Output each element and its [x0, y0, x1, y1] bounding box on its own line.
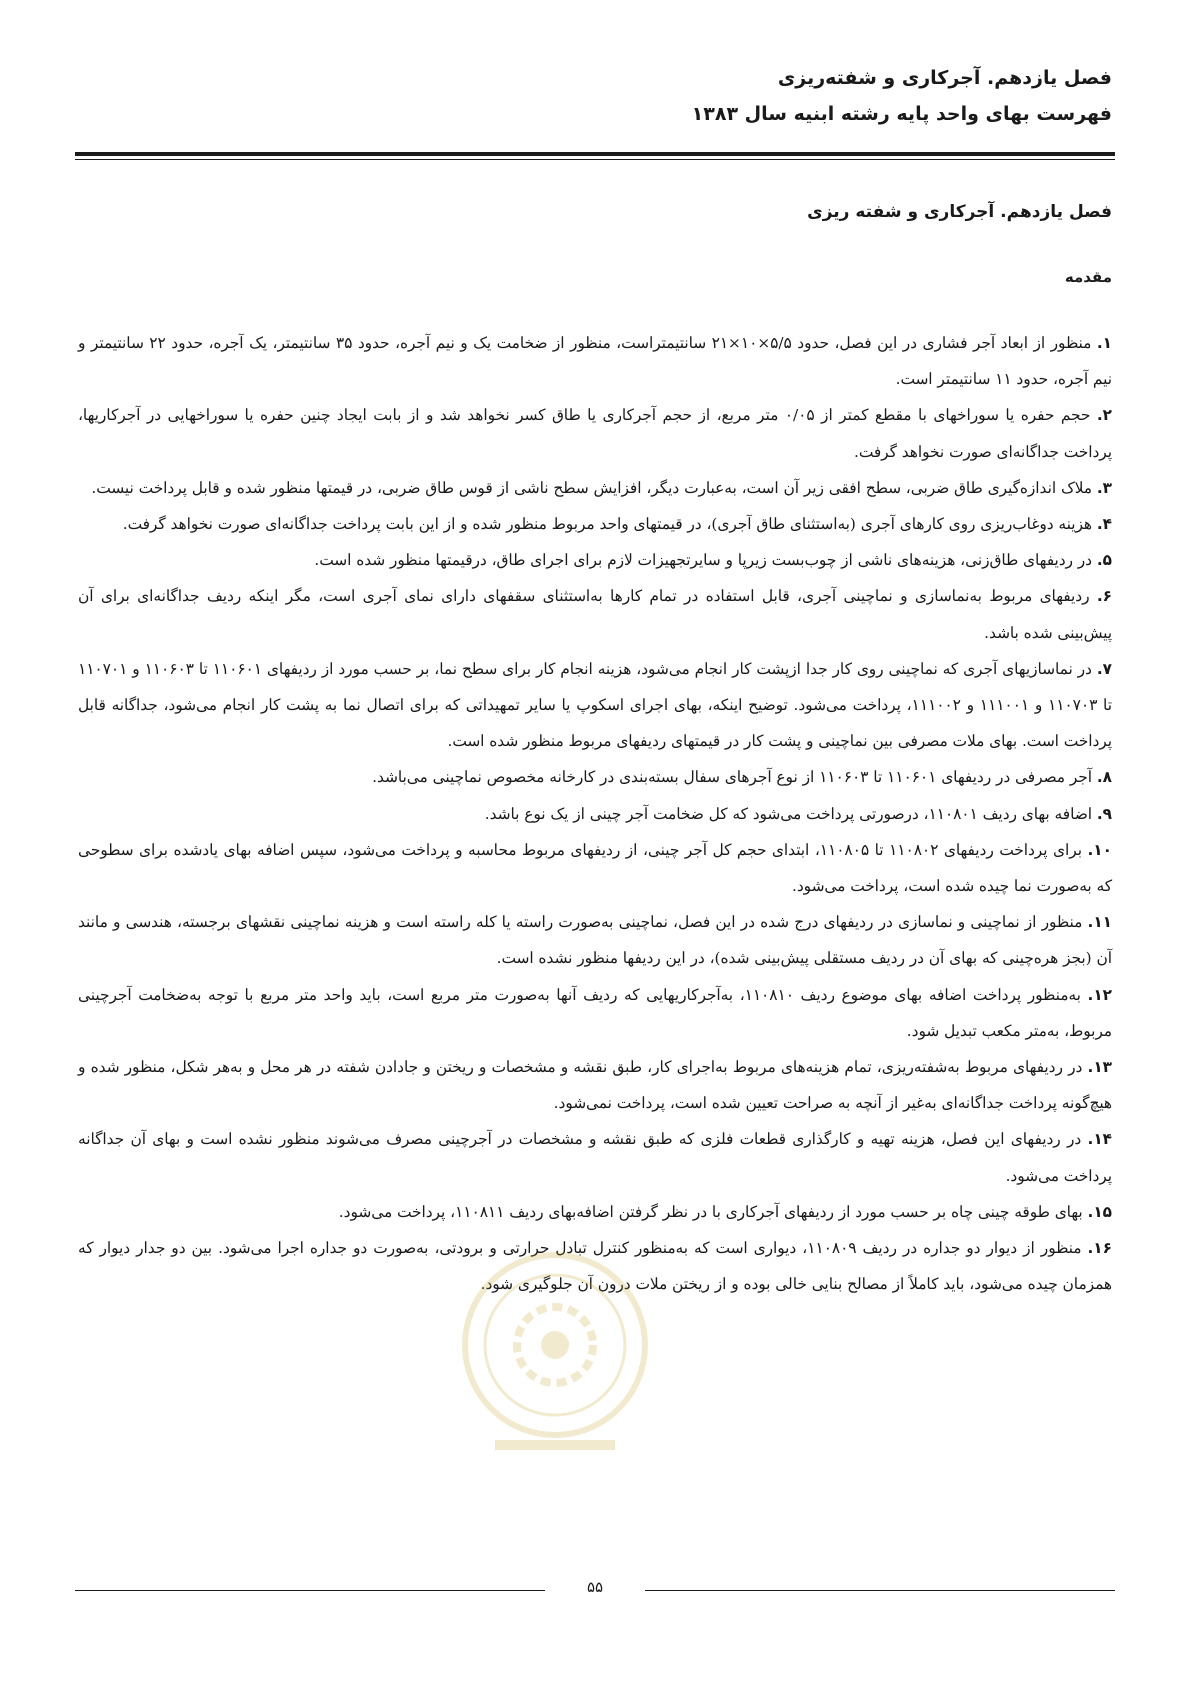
- page-number: ۵۵: [586, 1578, 604, 1596]
- watermark-seal-icon: [455, 1235, 655, 1495]
- paragraph-number: ۲.: [1096, 406, 1113, 425]
- paragraph-text: برای پرداخت ردیفهای ۱۱۰۸۰۲ تا ۱۱۰۸۰۵، ابتدای حجم کل آجر چینی، از ردیفهای مربوط محاسبه و پرداخت می‌شود، سپس اضافه بهای یادشده برای سطوحی که به‌صورت نما چیده شده است، پرداخت می‌شود.: [78, 840, 1112, 896]
- header-rule-thick: [75, 152, 1115, 156]
- paragraph-item: [78, 796, 1112, 832]
- paragraph-item: [78, 1121, 1112, 1193]
- paragraph-number: ۱۵.: [1087, 1202, 1112, 1221]
- page-footer: [75, 1578, 1115, 1598]
- footer-rule-right: [645, 1590, 1115, 1591]
- paragraph-number: ۴.: [1096, 515, 1112, 534]
- paragraph-item: [78, 651, 1112, 760]
- paragraph-text: ردیفهای مربوط به‌نماسازی و نماچینی آجری، قابل استفاده در تمام کارها به‌استثنای سقفهای دارای نمای آجری است، مگر اینکه ردیف جداگانه‌ای برای آن پیش‌بینی شده باشد.: [78, 587, 1112, 642]
- paragraph-number: ۷.: [1096, 659, 1112, 678]
- paragraph-text: به‌منظور پرداخت اضافه بهای موضوع ردیف ۱۱۰۸۱۰، به‌آجرکاریهایی که ردیف آنها به‌صورت متر مربع است، باید واحد متر مربع با توجه به‌ضخامت آجرچینی مربوط، به‌متر مکعب تبدیل شود.: [78, 985, 1112, 1040]
- paragraph-number: ۱۳.: [1087, 1058, 1112, 1077]
- paragraph-number: ۳.: [1096, 478, 1112, 497]
- paragraph-text: اضافه بهای ردیف ۱۱۰۸۰۱، درصورتی پرداخت می‌شود که کل ضخامت آجر چینی از یک نوع باشد.: [484, 804, 1097, 823]
- paragraph-text: هزینه دوغاب‌ریزی روی کارهای آجری (به‌استثنای طاق آجری)، در قیمتهای واحد مربوط منظور شده و از این بابت پرداخت جداگانه‌ای صورت نخواهد گرفت.: [122, 515, 1097, 534]
- paragraph-text: ملاک اندازه‌گیری طاق ضربی، سطح افقی زیر آن است، به‌عبارت دیگر، افزایش سطح ناشی از قوس طاق ضربی، در قیمتها منظور شده و قابل پرداخت نیست.: [91, 478, 1097, 497]
- paragraph-number: ۱۰.: [1087, 840, 1112, 859]
- header-rule-thin: [75, 159, 1115, 160]
- paragraph-text: بهای طوقه چینی چاه بر حسب مورد از ردیفهای آجرکاری با در نظر گرفتن اضافه‌بهای ردیف ۱۱۰۸۱۱، پرداخت می‌شود.: [338, 1202, 1088, 1221]
- paragraph-text: منظور از ابعاد آجر فشاری در این فصل، حدود ۵/۵×۱۰×۲۱ سانتیمتراست، منظور از ضخامت یک و نیم آجره، حدود ۳۵ سانتیمتر، یک آجره، حدود ۲۲ سانتیمتر و نیم آجره، حدود ۱۱ سانتیمتر است.: [78, 334, 1112, 389]
- chapter-title: فصل یازدهم. آجرکاری و شفته ریزی: [807, 202, 1112, 222]
- section-title: مقدمه: [1064, 268, 1112, 286]
- header-book-title: فهرست بهای واحد پایه رشته ابنیه سال ۱۳۸۳: [691, 103, 1112, 125]
- body-text: [78, 325, 1112, 1302]
- paragraph-text: در ردیفهای طاق‌زنی، هزینه‌های ناشی از چوب‌بست زیرپا و سایرتجهیزات لازم برای اجرای طاق، درقیمتها منظور شده است.: [314, 551, 1097, 570]
- paragraph-number: ۱۴.: [1087, 1130, 1112, 1149]
- paragraph-item: [78, 397, 1112, 469]
- paragraph-number: ۵.: [1096, 551, 1112, 570]
- paragraph-number: ۱۲.: [1087, 985, 1112, 1004]
- paragraph-item: [78, 325, 1112, 397]
- paragraph-item: [78, 1194, 1112, 1230]
- paragraph-text: منظور از دیوار دو جداره در ردیف ۱۱۰۸۰۹، دیواری است که به‌منظور کنترل تبادل حرارتی و برودتی، به‌صورت دو جداره اجرا می‌شود. بین دو جدار دیوار که همزمان چیده می‌شود، باید کاملاً از مصالح بنایی خالی بوده و از ریختن ملات درون آن جلوگیری شود.: [78, 1239, 1112, 1294]
- running-header: [75, 60, 1112, 132]
- paragraph-item: [78, 1049, 1112, 1121]
- paragraph-number: ۱.: [1096, 334, 1112, 352]
- paragraph-number: ۹.: [1096, 804, 1112, 823]
- paragraph-text: منظور از نماچینی و نماسازی در ردیفهای درج شده در این فصل، نماچینی به‌صورت راسته یا کله راسته است و هزینه نماچینی نقشهای برجسته، هندسی و مانند آن (بجز هره‌چینی که بهای آن در ردیف مستقلی پیش‌بینی شده)، در این ردیفها منظور نشده است.: [78, 913, 1112, 968]
- paragraph-number: ۱۱.: [1087, 913, 1112, 932]
- paragraph-item: [78, 542, 1112, 578]
- header-chapter-title: فصل یازدهم. آجرکاری و شفته‌ریزی: [777, 67, 1112, 89]
- paragraph-number: ۸.: [1096, 768, 1112, 787]
- paragraph-item: [78, 904, 1112, 976]
- paragraph-item: [78, 578, 1112, 650]
- paragraph-item: [78, 832, 1112, 904]
- paragraph-number: ۶.: [1096, 587, 1112, 606]
- paragraph-item: [78, 470, 1112, 506]
- paragraph-number: ۱۶.: [1087, 1239, 1112, 1258]
- paragraph-item: [78, 977, 1112, 1049]
- paragraph-text: در ردیفهای این فصل، هزینه تهیه و کارگذاری قطعات فلزی که طبق نقشه و مشخصات در آجرچینی مصرف می‌شوند منظور نشده است و بهای آن جداگانه پرداخت می‌شود.: [78, 1130, 1112, 1185]
- paragraph-text: حجم حفره یا سوراخهای با مقطع کمتر از ۰/۰۵ متر مربع، از حجم آجرکاری یا طاق کسر نخواهد شد و از بابت ایجاد چنین حفره یا سوراخهایی در آجرکاریها، پرداخت جداگانه‌ای صورت نخواهد گرفت.: [78, 406, 1112, 461]
- paragraph-item: [78, 506, 1112, 542]
- paragraph-text: در ردیفهای مربوط به‌شفته‌ریزی، تمام هزینه‌های مربوط به‌اجرای کار، طبق نقشه و مشخصات و ریختن و جادادن شفته در هر محل و به‌هر شکل، منظور شده و هیچ‌گونه پرداخت جداگانه‌ای به‌غیر از آنچه به صراحت تعیین شده است، پرداخت نمی‌شود.: [78, 1058, 1112, 1113]
- paragraph-text: آجر مصرفی در ردیفهای ۱۱۰۶۰۱ تا ۱۱۰۶۰۳ از نوع آجرهای سفال بسته‌بندی در کارخانه مخصوص نماچینی می‌باشد.: [372, 768, 1097, 787]
- paragraph-item: [78, 759, 1112, 795]
- paragraph-text: در نماسازیهای آجری که نماچینی روی کار جدا ازپشت کار انجام می‌شود، هزینه انجام کار برای سطح نما، بر حسب مورد از ردیفهای ۱۱۰۶۰۱ تا ۱۱۰۶۰۳ و ۱۱۰۷۰۱ تا ۱۱۰۷۰۳ و ۱۱۱۰۰۱ و ۱۱۱۰۰۲، پرداخت می‌شود. توضیح اینکه، بهای اجرای اسکوپ یا سایر تمهیداتی که برای اتصال نما به پشت کار انجام می‌شود، جداگانه قابل پرداخت است. بهای ملات مصرفی بین نماچینی و پشت کار در قیمتهای ردیفهای مربوط منظور شده است.: [78, 659, 1112, 751]
